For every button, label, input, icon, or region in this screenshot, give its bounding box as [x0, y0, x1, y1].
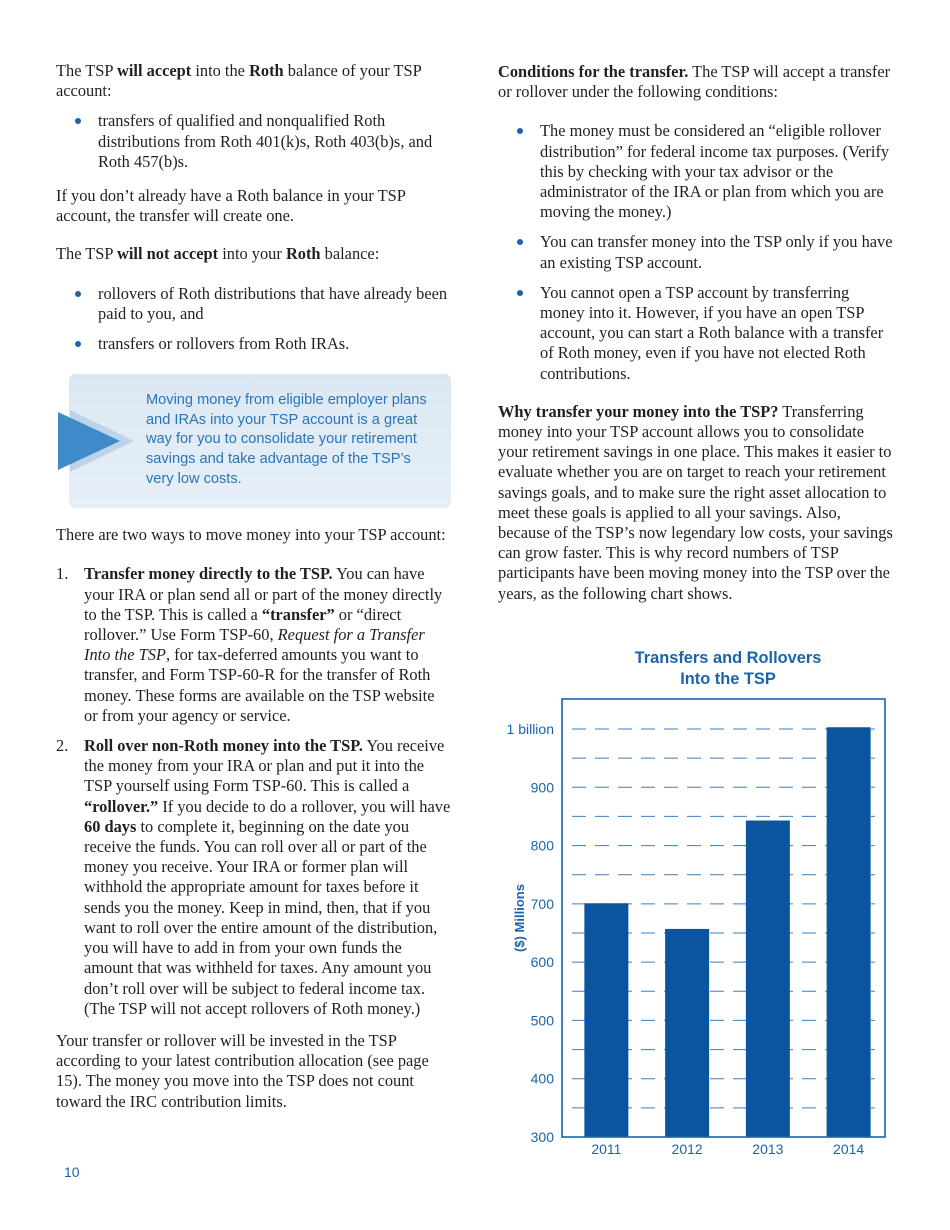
y-tick-label: 900: [530, 779, 554, 796]
chart-svg: [498, 640, 898, 1180]
y-tick-label: 1 billion: [506, 721, 554, 737]
x-tick-label: 2013: [752, 1141, 784, 1157]
y-tick-label: 800: [530, 837, 554, 854]
left-column: [56, 61, 452, 1112]
two-ways-intro: There are two ways to move money into your TSP account:: [56, 525, 446, 545]
list-item: transfers or rollovers from Roth IRAs.: [56, 334, 452, 354]
list-item: 2. Roll over non-Roth money into the TSP. You receive the money from your IRA or plan and put it into the TSP yourself using Form TSP-60. This is called a “rollover.” If you decide to do a rollover, you will have 60 days to complete it, beginning on the date you receive the funds. You can roll over all or part of the money you receive. Your IRA or former plan will withhold the appropriate amount for taxes before it sends you the money. Keep in mind, then, that if you want to roll over the entire amount of the distribution, you will have to add in from your own funds the amount that was withheld for taxes. Any amount you don’t roll over will be subject to federal income tax. (The TSP will not accept rollovers of Roth money.): [56, 736, 451, 1018]
bullet-icon: [517, 239, 523, 245]
list-item: You can transfer money into the TSP only if you have an existing TSP account.: [498, 232, 894, 272]
bar-2014: [827, 727, 871, 1137]
chart-title: Transfers and Rollovers Into the TSP: [634, 649, 822, 688]
conditions-intro: Conditions for the transfer. The TSP will accept a transfer or rollover under the following conditions:: [498, 62, 891, 102]
transfers-chart: [498, 640, 898, 1180]
not-accept-intro: The TSP will not accept into your Roth balance:: [56, 244, 380, 264]
y-tick-label: 600: [530, 954, 554, 971]
accept-intro: The TSP will accept into the Roth balance of your TSP account:: [56, 61, 422, 101]
list-item: You cannot open a TSP account by transferring money into it. However, if you have an open TSP account, you can start a Roth balance with a transfer of Roth money, even if you have not elected Roth contributions.: [498, 283, 894, 384]
y-axis-label: ($) Millions: [512, 884, 527, 952]
bullet-icon: [75, 118, 81, 124]
roth-balance-note: If you don’t already have a Roth balance in your TSP account, the transfer will create one.: [56, 186, 406, 226]
list-item: The money must be considered an “eligible rollover distribution” for federal income tax purposes. (Verify this by checking with your tax advisor or the administrator of the IRA or plan from which you are moving the money.): [498, 121, 894, 222]
x-tick-label: 2011: [591, 1141, 622, 1157]
arrow-icon: [56, 406, 136, 476]
page-number: 10: [64, 1164, 80, 1180]
y-tick-label: 700: [530, 895, 554, 912]
x-tick-label: 2014: [833, 1141, 865, 1157]
bullet-icon: [517, 128, 523, 134]
x-tick-label: 2012: [671, 1141, 703, 1157]
y-tick-label: 300: [530, 1129, 554, 1145]
ways-list: [56, 564, 452, 1018]
list-item: 1. Transfer money directly to the TSP. You can have your IRA or plan send all or part of the money directly to the TSP. This is called a “transfer” or “direct rollover.” Use Form TSP-60, Request for a Transfer Into the TSP, for tax-deferred amounts you want to transfer, and Form TSP-60-R for the transfer of Roth money. These forms are available on the TSP website or from your agency or service.: [56, 564, 443, 725]
accept-list: [56, 111, 452, 172]
list-item: rollovers of Roth distributions that have already been paid to you, and: [56, 284, 452, 324]
why-transfer: Why transfer your money into the TSP? Transferring money into your TSP account allows you to consolidate your retirement savings in one place. This makes it easier to evaluate whether you are on target to reach your retirement savings goals, and to make sure the right asset allocation to meet these goals is applied to all your savings. Also, because of the TSP’s now legendary low costs, your savings can grow faster. This is why record numbers of TSP participants have been moving money into the TSP over the years, as the following chart shows.: [498, 401, 893, 603]
y-tick-label: 500: [530, 1012, 554, 1029]
conditions-list: [498, 121, 894, 383]
bar-2011: [584, 903, 628, 1137]
bullet-icon: [517, 290, 523, 296]
right-column: [498, 62, 894, 604]
list-item: transfers of qualified and nonqualified Roth distributions from Roth 401(k)s, Roth 403(b)s, and Roth 457(b)s.: [56, 111, 452, 172]
bullet-icon: [75, 341, 81, 347]
bullet-icon: [75, 291, 81, 297]
not-accept-list: [56, 284, 452, 355]
bar-2013: [746, 821, 790, 1137]
y-tick-label: 400: [530, 1070, 554, 1087]
callout-text: Moving money from eligible employer plans and IRAs into your TSP account is a great way for you to consolidate your retirement savings and take advantage of the TSP’s very low costs.: [146, 392, 427, 487]
callout-box: [69, 374, 451, 508]
investment-note: Your transfer or rollover will be invested in the TSP according to your latest contribution allocation (see page 15). The money you move into the TSP does not count toward the IRC contribution limits.: [56, 1030, 429, 1111]
bar-2012: [665, 929, 709, 1137]
